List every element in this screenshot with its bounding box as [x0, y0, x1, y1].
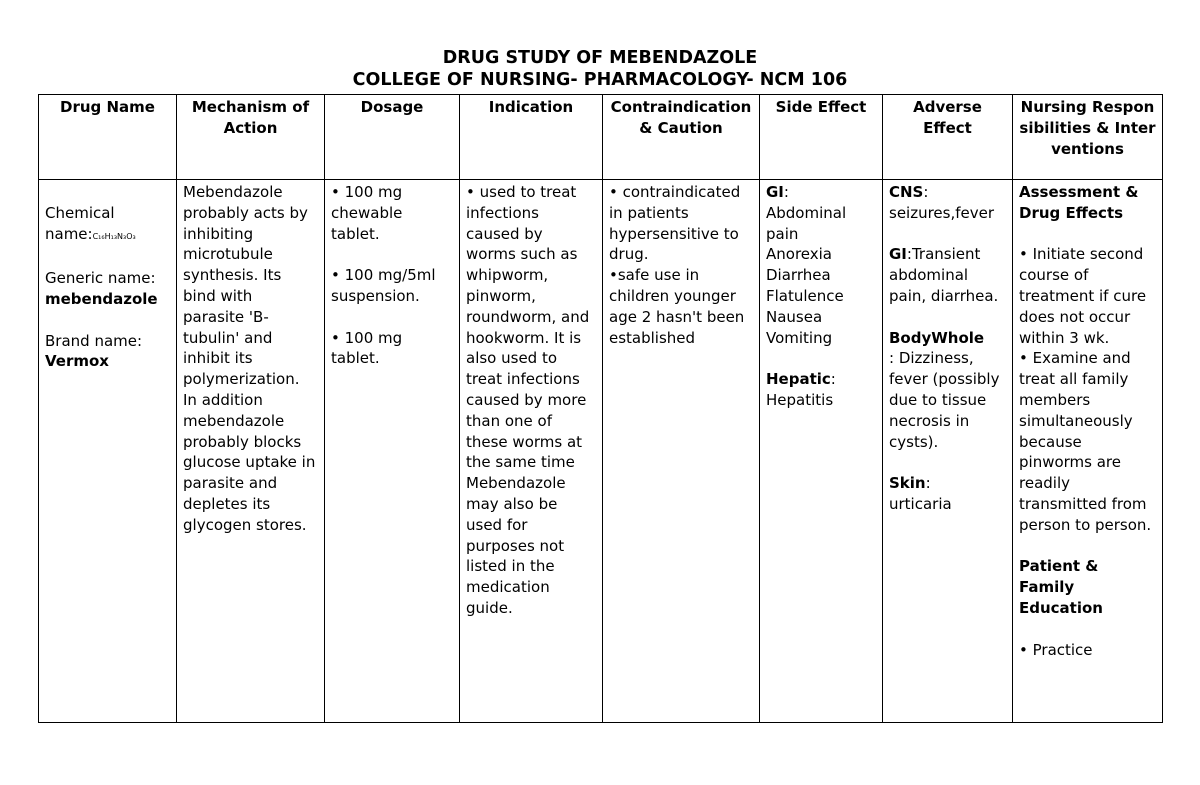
- header-adverse-effect: Adverse Effect: [883, 95, 1013, 180]
- nursing-item: • Initiate second course of treatment if cure does not occur within 3 wk.: [1019, 245, 1147, 347]
- document-subtitle: COLLEGE OF NURSING- PHARMACOLOGY- NCM 106: [352, 70, 848, 90]
- dosage-item: • 100 mg tablet.: [331, 328, 403, 368]
- adverse-cns-label: CNS: [889, 183, 924, 201]
- cell-contraindication: [603, 180, 760, 723]
- cell-side-effect: GI: Abdominal pain Anorexia Diarrhea Flatulence Nausea Vomiting Hepatic: Hepatitis: [760, 180, 883, 723]
- dosage-item: • 100 mg chewable tablet.: [331, 183, 403, 243]
- brand-name-label: Brand name:: [45, 331, 143, 350]
- nursing-heading: Assessment & Drug Effects: [1019, 183, 1139, 222]
- adverse-cns-value: seizures,fever: [889, 203, 995, 222]
- adverse-gi-label: GI: [889, 245, 907, 264]
- side-gi-item: Nausea: [766, 307, 823, 326]
- side-gi-item: Diarrhea: [766, 266, 831, 285]
- adverse-body-value: : Dizziness, fever (possibly due to tissue necrosis in cysts).: [889, 349, 1000, 451]
- generic-name-value: mebendazole: [45, 289, 158, 308]
- header-side-effect: Side Effect: [760, 95, 883, 180]
- cell-nursing: [1013, 180, 1163, 723]
- nursing-heading: Patient & Family Education: [1019, 557, 1103, 617]
- side-gi-item: Flatulence: [766, 286, 844, 305]
- cell-dosage: [325, 180, 460, 723]
- cell-adverse-effect: CNS: seizures,fever GI:Transient abdominal pain, diarrhea. BodyWhole : Dizziness, fever (possibly due to tissue necrosis in cysts). Skin: urticaria: [883, 180, 1013, 723]
- dosage-item: • 100 mg/5ml suspension.: [331, 266, 436, 305]
- nursing-item: • Practice: [1019, 640, 1093, 659]
- header-contraindication: Contraindication & Caution: [603, 95, 760, 180]
- header-nursing: Nursing Responsibilities & Interventions: [1013, 95, 1163, 180]
- drug-study-table: [38, 94, 1163, 723]
- chemical-name-label: Chemical name:: [45, 203, 115, 243]
- contraindication-item: • contraindicated in patients hypersensitive to drug.: [609, 183, 741, 264]
- chemical-formula: C₁₆H₁₃N₃O₃: [92, 231, 136, 241]
- side-gi-label: GI: [766, 183, 784, 201]
- adverse-skin-value: urticaria: [889, 494, 952, 513]
- adverse-body-label: BodyWhole: [889, 328, 985, 347]
- header-indication: Indication: [460, 95, 603, 180]
- side-hepatic-label: Hepatic: [766, 370, 831, 389]
- side-gi-item: Anorexia: [766, 245, 832, 264]
- adverse-gi-value: Transient abdominal pain, diarrhea.: [889, 245, 999, 305]
- indication-text: • used to treat infections caused by worms such as whipworm, pinworm, roundworm, and hookworm. It is also used to treat infections caused by more than one of these worms at the same time Mebendazole may also be used for purposes not listed in the medication guide.: [466, 183, 590, 617]
- cell-mechanism: [177, 180, 325, 723]
- side-gi-item: Vomiting: [766, 328, 833, 347]
- document-title: DRUG STUDY OF MEBENDAZOLE: [442, 48, 758, 68]
- brand-name-value: Vermox: [45, 352, 109, 371]
- contraindication-item: •safe use in children younger age 2 hasn't been established: [609, 266, 745, 347]
- mechanism-text: Mebendazole probably acts by inhibiting microtubule synthesis. Its bind with parasite 'B-tubulin' and inhibit its polymerization. In addition mebendazole probably blocks glucose uptake in parasite and depletes its glycogen stores.: [183, 183, 316, 534]
- adverse-skin-label: Skin: [889, 474, 926, 493]
- table-row: [39, 180, 1163, 723]
- cell-indication: [460, 180, 603, 723]
- header-mechanism: Mechanism of Action: [177, 95, 325, 180]
- side-gi-item: Abdominal pain: [766, 203, 847, 243]
- generic-name-label: Generic name:: [45, 269, 156, 288]
- cell-drug-name: [39, 180, 177, 723]
- nursing-item: • Examine and treat all family members simultaneously because pinworms are readily transmitted from person to person.: [1019, 349, 1152, 534]
- side-hepatic-value: Hepatitis: [766, 390, 834, 409]
- header-dosage: Dosage: [325, 95, 460, 180]
- table-header-row: [39, 95, 1163, 180]
- header-drug-name: Drug Name: [39, 95, 177, 180]
